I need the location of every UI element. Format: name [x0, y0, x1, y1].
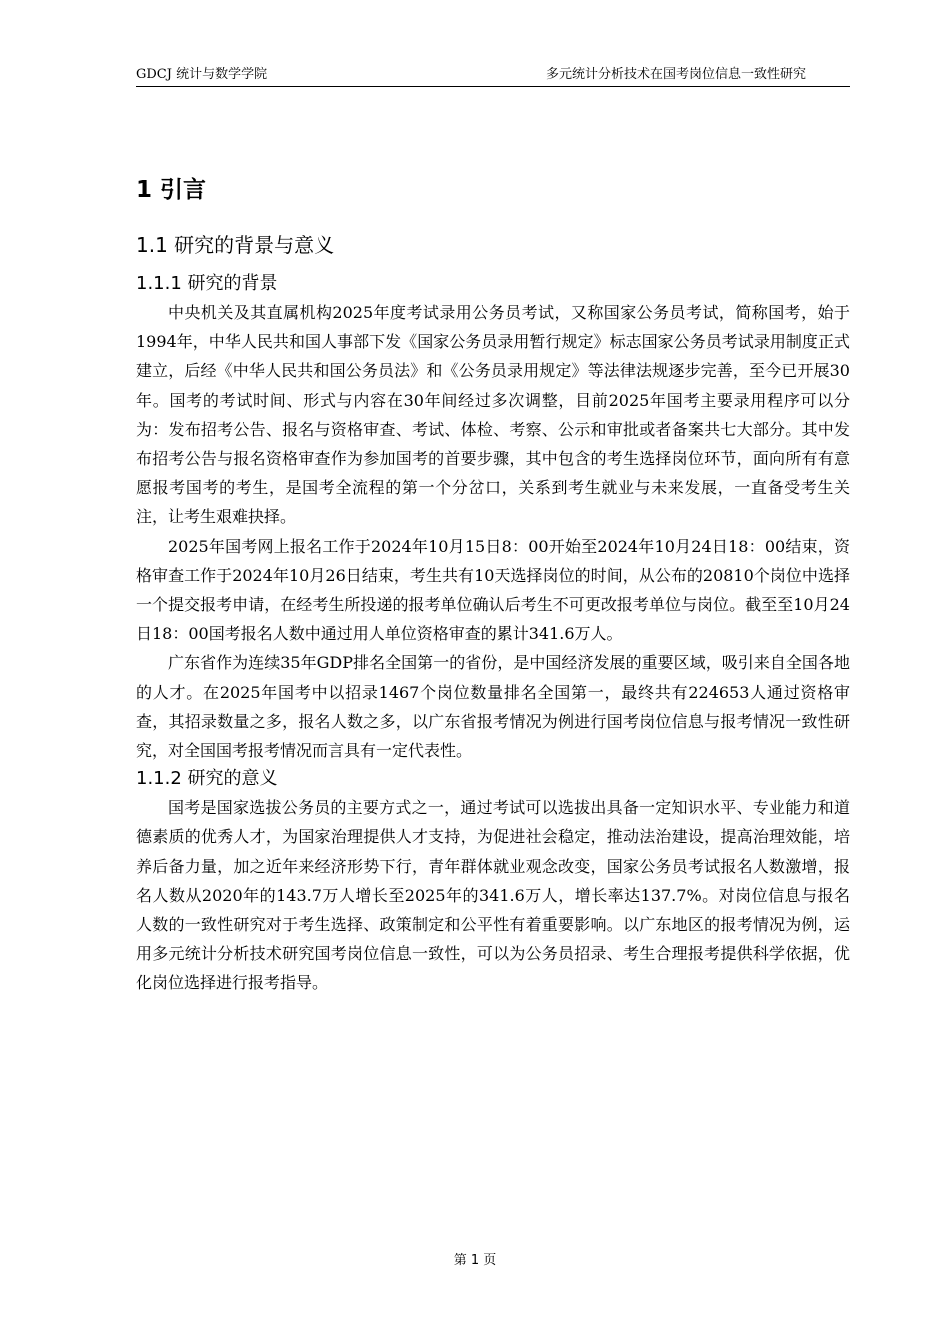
subsection-significance	[136, 765, 850, 997]
subsection-background	[136, 270, 850, 765]
header-institution: GDCJ 统计与数学学院	[136, 67, 268, 82]
chapter-title: 1 引言	[136, 177, 207, 203]
subsection-title: 1.1.1 研究的背景	[136, 273, 278, 294]
page-number: 第 1 页	[453, 1253, 497, 1268]
page-content	[136, 172, 850, 998]
header-paper-title: 多元统计分析技术在国考岗位信息一致性研究	[545, 67, 806, 82]
body-paragraph: 国考是国家选拔公务员的主要方式之一，通过考试可以选拔出具备一定知识水平、专业能力和道德素质的优秀人才，为国家治理提供人才支持，为促进社会稳定，推动法治建设，提高治理效能，培养后备力量，加之近年来经济形势下行，青年群体就业观念改变，国家公务员考试报名人数激增，报名人数从2020年的143.7万人增长至2025年的341.6万人，增长率达137.7%。对岗位信息与报名人数的一致性研究对于考生选择、政策制定和公平性有着重要影响。以广东地区的报考情况为例，运用多元统计分析技术研究国考岗位信息一致性，可以为公务员招录、考生合理报考提供科学依据，优化岗位选择进行报考指导。	[136, 798, 850, 993]
subsection-title: 1.1.2 研究的意义	[136, 768, 278, 790]
body-paragraph: 中央机关及其直属机构2025年度考试录用公务员考试，又称国家公务员考试，简称国考，始于1994年，中华人民共和国人事部下发《国家公务员录用暂行规定》标志国家公务员考试录用制度正式建立，后经《中华人民共和国公务员法》和《公务员录用规定》等法律法规逐步完善，至今已开展30年。国考的考试时间、形式与内容在30年间经过多次调整，目前2025年国考主要录用程序可以分为：发布招考公告、报名与资格审查、考试、体检、考察、公示和审批或者备案共七大部分。其中发布招考公告与报名资格审查作为参加国考的首要步骤，其中包含的考生选择岗位环节，面向所有有意愿报考国考的考生，是国考全流程的第一个分岔口，关系到考生就业与未来发展，一直备受考生关注，让考生艰难抉择。	[136, 303, 850, 527]
body-paragraph: 2025年国考网上报名工作于2024年10月15日8：00开始至2024年10月24日18：00结束，资格审查工作于2024年10月26日结束，考生共有10天选择岗位的时间，从公布的20810个岗位中选择一个提交报考申请，在经考生所投递的报考单位确认后考生不可更改报考单位与岗位。截至至10月24日18：00国考报名人数中通过用人单位资格审查的累计341.6万人。	[136, 536, 850, 644]
section-title: 1.1 研究的背景与意义	[136, 233, 335, 257]
page-header	[136, 68, 850, 87]
body-paragraph: 广东省作为连续35年GDP排名全国第一的省份，是中国经济发展的重要区域，吸引来自全国各地的人才。在2025年国考中以招录1467个岗位数量排名全国第一，最终共有224653人通过资格审查，其招录数量之多，报名人数之多，以广东省报考情况为例进行国考岗位信息与报考情况一致性研究，对全国国考报考情况而言具有一定代表性。	[136, 653, 850, 761]
